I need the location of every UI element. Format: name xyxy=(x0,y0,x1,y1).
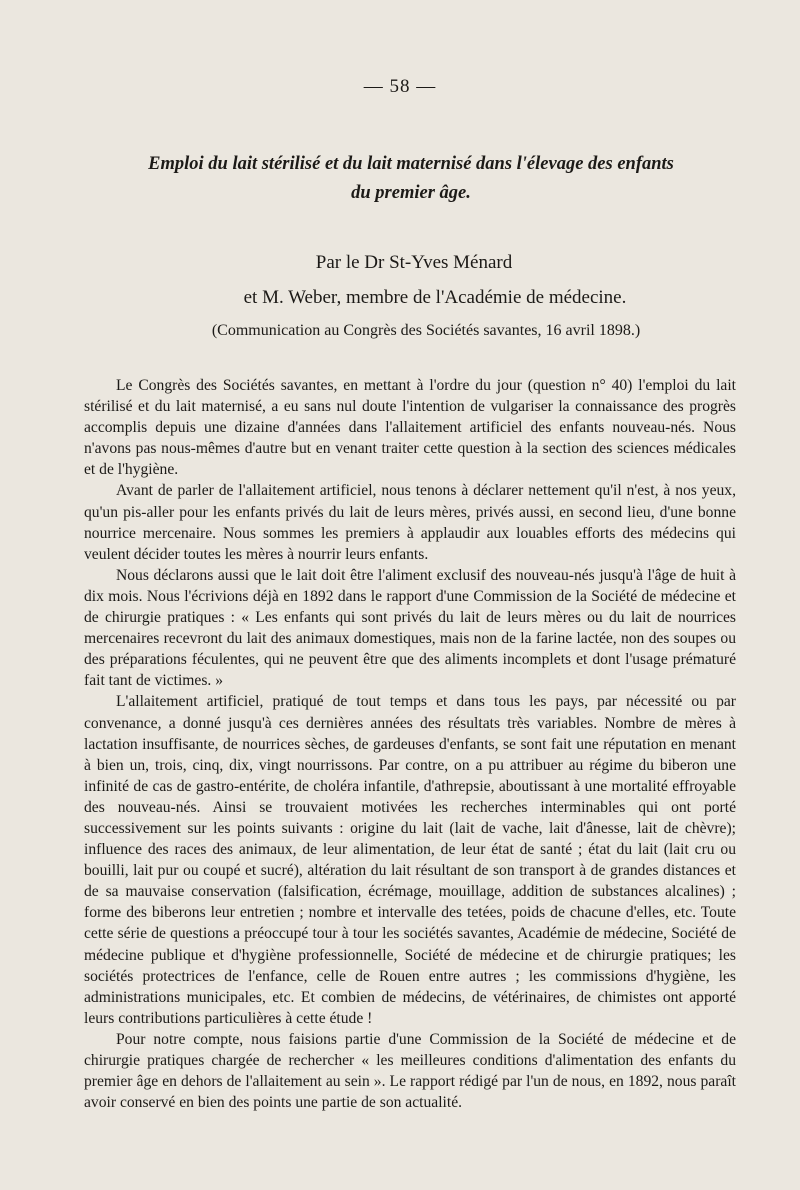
title-line-2: du premier âge. xyxy=(351,183,471,203)
communication-note: (Communication au Congrès des Sociétés savantes, 16 avril 1898.) xyxy=(211,322,641,339)
article-title xyxy=(86,150,736,208)
paragraph: Le Congrès des Sociétés savantes, en mettant à l'ordre du jour (question n° 40) l'emploi du lait stérilisé et du lait maternisé, a eu sans nul doute l'intention de vulgariser la connaissance des progrès accomplis depuis une dizaine d'années dans l'allaitement artificiel des enfants nouveau-nés. Nous n'avons pas nous-mêmes d'autre but en venant traiter cette question à la section des sciences médicales et de l'hygiène. xyxy=(84,377,736,479)
paragraph: L'allaitement artificiel, pratiqué de tout temps et dans tous les pays, par nécessité ou par convenance, a donné jusqu'à ces dernières années des résultats très variables. Nombre de mères à lactation insuffisante, de nourrices sèches, de gardeuses d'enfants, se sont fait une réputation en menant à bien un, trois, cinq, dix, vingt nourrissons. Par contre, on a pu attribuer au régime du biberon une infinité de cas de gastro-entérite, de choléra infantile, d'athrepsie, aboutissant à une mortalité effroyable des nouveau-nés. Ainsi se trouvaient motivées les recherches interminables qui ont porté successivement sur les points suivants : origine du lait (lait de vache, lait d'ânesse, lait de chèvre); influence des races des animaux, de leur alimentation, de leur état de santé ; état du lait (lait cru ou bouilli, lait pur ou coupé et sucré), altération du lait résultant de son transport à de grandes distances et de sa mauvaise conservation (falsification, écrémage, mouillage, addition de substances alcalines) ; forme des biberons leur entretien ; nombre et intervalle des tetées, poids de chacune d'elles, etc. Toute cette série de questions a préoccupé tour à tour les sociétés savantes, Académie de médecine, Société de médecine publique et d'hygiène professionnelle, Société de médecine et de chirurgie pratiques; les sociétés protectrices de l'enfance, celle de Rouen entre autres ; les commissions d'hygiène, les administrations municipales, etc. Et combien de médecins, de vétérinaires, de chimistes ont apporté leurs contributions particulières à cette étude ! xyxy=(84,693,736,1027)
paragraph: Pour notre compte, nous faisions partie d'une Commission de la Société de médecine et de chirurgie pratiques chargée de rechercher « les meilleures conditions d'alimentation des enfants du premier âge en dehors de l'allaitement au sein ». Le rapport rédigé par l'un de nous, en 1892, nous paraît avoir conservé en bien des points une partie de son actualité. xyxy=(84,1030,736,1112)
title-line-1: Emploi du lait stérilisé et du lait maternisé dans l'élevage des enfants xyxy=(148,154,674,174)
page-number: — 58 — xyxy=(363,76,437,97)
paragraph: Avant de parler de l'allaitement artificiel, nous tenons à déclarer nettement qu'il n'est, à nos yeux, qu'un pis-aller pour les enfants privés du lait de leurs mères, privés aussi, en second lieu, d'une bonne nourrice mercenaire. Nous sommes les premiers à applaudir aux louables efforts des médecins qui veulent décider toutes les mères à nourrir leurs enfants. xyxy=(84,482,736,563)
paragraph: Nous déclarons aussi que le lait doit être l'aliment exclusif des nouveau-nés jusqu'à l'âge de huit à dix mois. Nous l'écrivions déjà en 1892 dans le rapport d'une Commission de la Société de médecine et de chirurgie pratiques : « Les enfants qui sont privés du lait de leurs mères ou du lait de nourrices mercenaires recevront du lait des animaux domestiques, mais non de la farine lactée, non des soupes ou des préparations féculentes, qui ne peuvent être que des aliments incomplets et dont l'usage prématuré fait tant de victimes. » xyxy=(84,566,736,690)
author-line-1: Par le Dr St-Yves Ménard xyxy=(315,252,513,273)
author-line-2: et M. Weber, membre de l'Académie de médecine. xyxy=(243,287,627,308)
article-body xyxy=(84,375,736,1113)
